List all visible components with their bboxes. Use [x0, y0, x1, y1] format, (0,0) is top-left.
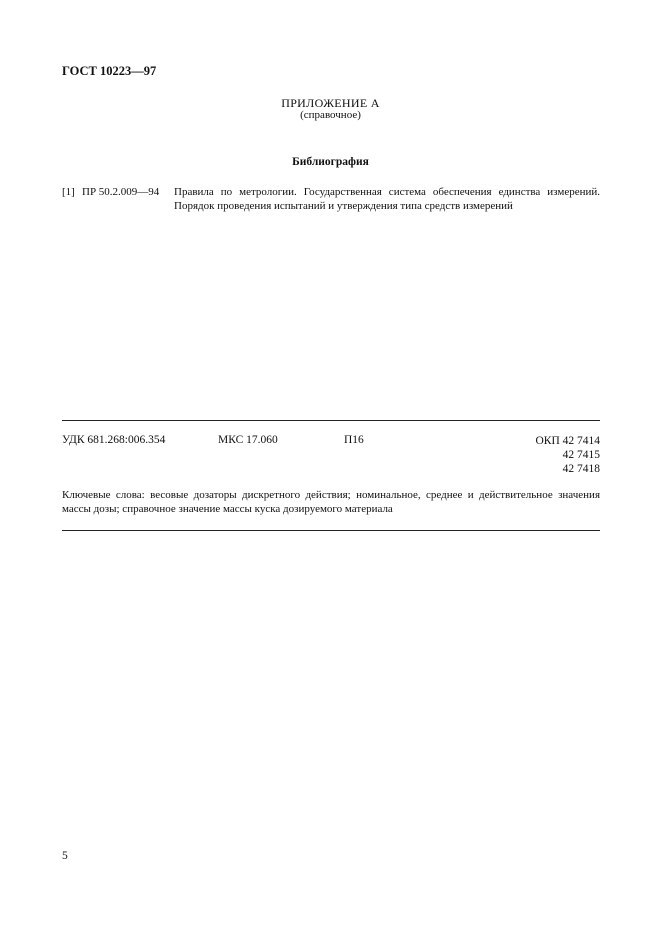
- page-number: 5: [62, 850, 68, 862]
- okp-codes: [535, 434, 600, 476]
- bibliography-item-text: Правила по метрологии. Государственная система обеспечения единства измерений. Порядок проведения испытаний и утверждения типа средств измерений: [174, 186, 600, 212]
- top-divider: [62, 420, 600, 421]
- bibliography-item-number: [1]: [62, 186, 75, 198]
- bibliography-title: Библиография: [292, 156, 369, 168]
- okp-code: ОКП 42 7414: [535, 435, 600, 447]
- bibliography-item-code: ПР 50.2.009—94: [82, 186, 160, 198]
- mks-code: МКС 17.060: [218, 434, 278, 446]
- okp-code: 42 7418: [562, 463, 600, 475]
- group-code: П16: [344, 434, 364, 446]
- annex-title: ПРИЛОЖЕНИЕ А: [281, 96, 380, 110]
- keywords: Ключевые слова: весовые дозаторы дискретного действия; номинальное, среднее и действительное значения массы дозы; справочное значение массы куска дозируемого материала: [62, 489, 600, 515]
- udk-code: УДК 681.268:006.354: [62, 434, 166, 446]
- okp-code: 42 7415: [562, 449, 600, 461]
- bottom-divider: [62, 530, 600, 531]
- standard-header: ГОСТ 10223—97: [62, 64, 157, 78]
- annex-subtitle: (справочное): [300, 109, 361, 121]
